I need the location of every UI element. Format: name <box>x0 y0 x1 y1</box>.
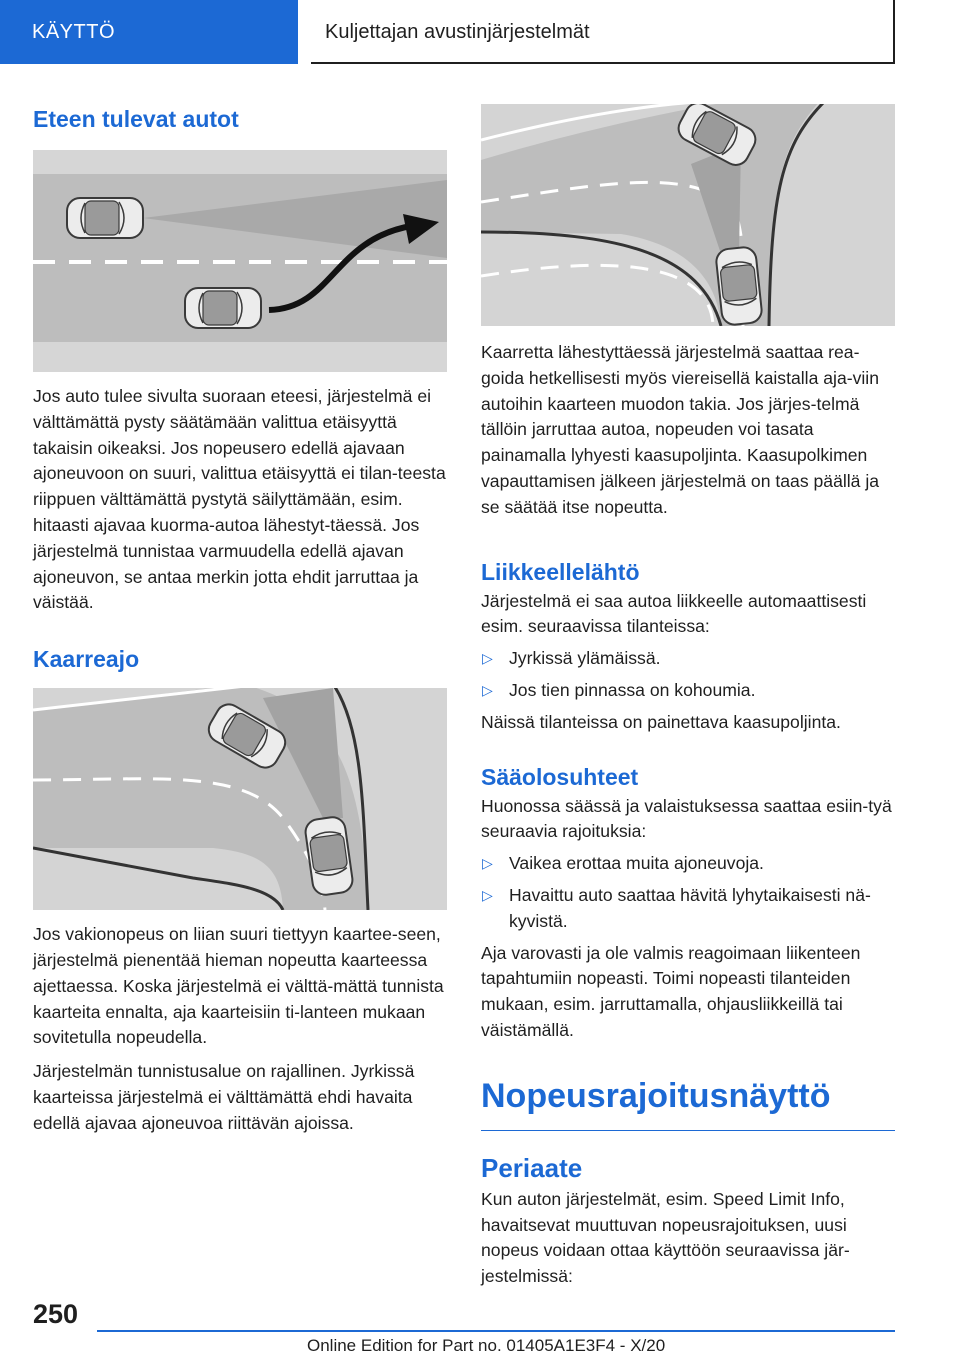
paragraph-cornering-speed: Jos vakionopeus on liian suuri tiettyyn kaartee-seen, järjestelmä pienentää hieman nopeutta kaarteessa ajettaessa. Koska järjestelmä ei välttä-mättä tunnista kaarteita ennalta, aja kaarteisiin ti-lanteen mukaan sovitetulla nopeudella. <box>33 924 444 1048</box>
heading-drive-off: Liikkeellelähtö <box>481 558 640 585</box>
paragraph-principle: Kun auton järjestelmät, esim. Speed Limit Info, havaitsevat muuttuvan nopeusrajoituksen, uusi nopeus voidaan ottaa käyttöön seuraavissa jär-jestelmissä: <box>481 1188 850 1287</box>
triangle-bullet-icon: ▷ <box>482 681 493 698</box>
paragraph-weather-advice: Aja varovasti ja ole valmis reagoimaan liikenteen tapahtumiin nopeasti. Toimi nopeasti tilanteiden mukaan, esim. jarruttamalla, ohjausliikkeillä tai väistämällä. <box>481 942 861 1040</box>
heading-principle: Periaate <box>481 1152 583 1183</box>
right-column <box>481 104 895 1290</box>
list-item <box>481 646 895 672</box>
list-item <box>481 883 895 935</box>
triangle-bullet-icon: ▷ <box>482 886 493 903</box>
heading-speed-limit-display: Nopeusrajoitusnäyttö <box>481 1076 895 1131</box>
paragraph-weather: Huonossa säässä ja valaistuksessa saattaa esiin-tyä seuraavia rajoituksia: <box>481 795 892 842</box>
header-section-tab[interactable]: KÄYTTÖ <box>0 0 298 64</box>
list-item-text: Vaikea erottaa muita ajoneuvoja. <box>509 853 764 874</box>
list-weather <box>481 851 895 934</box>
triangle-bullet-icon: ▷ <box>482 855 493 872</box>
list-item <box>481 678 895 704</box>
triangle-bullet-icon: ▷ <box>482 650 493 667</box>
list-item <box>481 851 895 877</box>
figure-cut-in-vehicle <box>33 150 447 372</box>
footer-divider <box>97 1330 895 1332</box>
paragraph-drive-off-note: Näissä tilanteissa on painettava kaasupoljinta. <box>481 711 841 732</box>
figure-curve-adjacent-lane <box>481 104 895 326</box>
list-item-text: Jyrkissä ylämäissä. <box>509 648 661 669</box>
footer-edition: Online Edition for Part no. 01405A1E3F4 - X/20 <box>307 1336 666 1355</box>
paragraph-curve-adjacent-lane: Kaarretta lähestyttäessä järjestelmä saattaa rea-goida hetkellisesti myös viereisellä kaistalla aja-viin autoihin kaarteen muodon takia. Jos järjes-telmä tällöin jarruttaa autoa, nopeuden voi tasata painamalla lyhyesti kaasupoljinta. Kaasupolkimen vapauttamisen jälkeen järjestelmä on taas päällä ja se säätää itse nopeutta. <box>481 342 880 517</box>
page-number: 250 <box>33 1299 79 1329</box>
heading-cut-in: Eteen tulevat autot <box>33 106 239 132</box>
figure-cornering <box>33 688 447 910</box>
heading-cornering: Kaarreajo <box>33 646 140 673</box>
list-item-text: Jos tien pinnassa on kohoumia. <box>509 679 756 700</box>
paragraph-detection-range: Järjestelmän tunnistusalue on rajallinen. Jyrkissä kaarteissa järjestelmä ei välttämättä ehdi havaita edellä ajavaa ajoneuvoa riittävän ajoissa. <box>33 1061 415 1133</box>
header-chapter-title: Kuljettajan avustinjärjestelmät <box>311 0 895 64</box>
list-drive-off <box>481 646 895 704</box>
left-column <box>33 100 447 1137</box>
list-item-text: Havaittu auto saattaa hävitä lyhytaikaisesti nä-kyvistä. <box>509 884 871 931</box>
paragraph-drive-off: Järjestelmä ei saa autoa liikkeelle automaattisesti esim. seuraavissa tilanteissa: <box>481 590 867 637</box>
heading-weather: Sääolosuhteet <box>481 763 639 790</box>
paragraph-cut-in: Jos auto tulee sivulta suoraan eteesi, järjestelmä ei välttämättä pysty säätämään valittua etäisyyttä takaisin oikeaksi. Jos nopeusero edellä ajavaan ajoneuvoon on suuri, valittua etäisyyttä ei tilan-teesta riippuen välttämättä pystytä säilyttämään, esim. hitaasti ajavaa kuorma-autoa lähestyt-täessä. Jos järjestelmä tunnistaa varmuudella edellä ajavan ajoneuvon, se antaa merkin jotta ehdit jarruttaa ja väistää. <box>33 386 446 613</box>
